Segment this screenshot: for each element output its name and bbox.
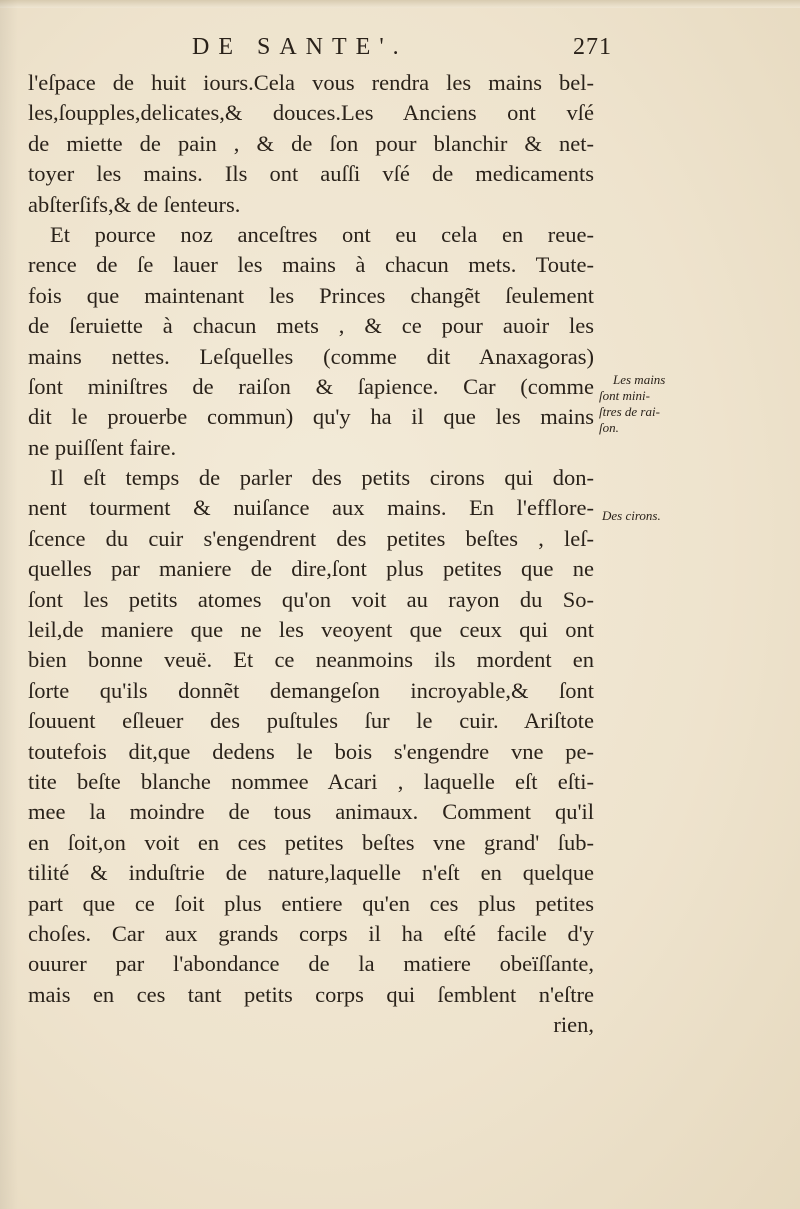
- margin-note-line: ſon.: [599, 420, 619, 435]
- text-line: bien bonne veuë. Et ce neanmoins ils mordent en: [28, 647, 594, 673]
- text-line: ſont miniſtres de raiſon & ſapience. Car (comme: [28, 373, 594, 399]
- text-line: choſes. Car aux grands corps il ha eſté facile d'y: [28, 920, 594, 946]
- body-text: [28, 68, 594, 1041]
- text-line: mais en ces tant petits corps qui ſemblent n'eſtre: [28, 981, 594, 1007]
- margin-note-line: ſont mini-: [599, 388, 650, 403]
- text-line: tilité & induſtrie de nature,laquelle n'eſt en quelque: [28, 860, 594, 886]
- margin-note-cirons: [602, 508, 661, 524]
- margin-note-line: ſtres de rai-: [599, 404, 660, 419]
- text-line: ſorte qu'ils donnẽt demangeſon incroyable,& ſont: [28, 677, 594, 703]
- text-line: Il eſt temps de parler des petits cirons qui don-: [50, 465, 594, 491]
- text-line: ouurer par l'abondance de la matiere obeïſſante,: [28, 951, 594, 977]
- text-line: dit le prouerbe commun) qu'y ha il que les mains: [28, 404, 594, 430]
- text-line: ſcence du cuir s'engendrent des petites beſtes , leſ-: [28, 525, 594, 551]
- text-line: mee la moindre de tous animaux. Comment qu'il: [28, 799, 594, 825]
- text-line: fois que maintenant les Princes changẽt ſeulement: [28, 282, 594, 308]
- gutter-shadow: [0, 0, 18, 1209]
- text-line: de ſeruiette à chacun mets , & ce pour auoir les: [28, 313, 594, 339]
- text-line: part que ce ſoit plus entiere qu'en ces plus petites: [28, 890, 594, 916]
- page-number: 271: [573, 34, 612, 60]
- text-line: mains nettes. Leſquelles (comme dit Anaxagoras): [28, 343, 594, 369]
- running-title: DE SANTE'.: [192, 34, 408, 60]
- margin-note-line: Les mains: [613, 372, 666, 387]
- text-line: quelles par maniere de dire,ſont plus petites que ne: [28, 556, 594, 582]
- page-header: [0, 34, 800, 70]
- text-line: ſont les petits atomes qu'on voit au rayon du So-: [28, 586, 594, 612]
- text-line: tite beſte blanche nommee Acari , laquelle eſt eſti-: [28, 768, 594, 794]
- text-line: de miette de pain , & de ſon pour blanchir & net-: [28, 130, 594, 156]
- text-line: abſterſifs,& de ſenteurs.: [28, 191, 241, 217]
- text-line: rence de ſe lauer les mains à chacun mets. Toute-: [28, 252, 594, 278]
- text-line: rien,: [553, 1012, 594, 1038]
- text-line: en ſoit,on voit en ces petites beſtes vne grand' ſub-: [28, 829, 594, 855]
- margin-note-line: Des cirons.: [602, 508, 661, 523]
- text-line: les,ſoupples,delicates,& douces.Les Anciens ont vſé: [28, 100, 594, 126]
- page-top-edge: [0, 0, 800, 8]
- text-line: ne puiſſent faire.: [28, 434, 177, 460]
- text-line: l'eſpace de huit iours.Cela vous rendra les mains bel-: [28, 70, 594, 95]
- text-line: leil,de maniere que ne les veoyent que ceux qui ont: [28, 617, 594, 643]
- text-line: toyer les mains. Ils ont auſſi vſé de medicaments: [28, 161, 594, 187]
- text-line: toutefois dit,que dedens le bois s'engendre vne pe-: [28, 738, 594, 764]
- text-line: nent tourment & nuiſance aux mains. En l'efflore-: [28, 495, 594, 521]
- text-line: ſouuent eſleuer des puſtules ſur le cuir. Ariſtote: [28, 708, 594, 734]
- text-line: Et pource noz anceſtres ont eu cela en reue-: [50, 221, 594, 247]
- margin-note-mains: [597, 372, 665, 436]
